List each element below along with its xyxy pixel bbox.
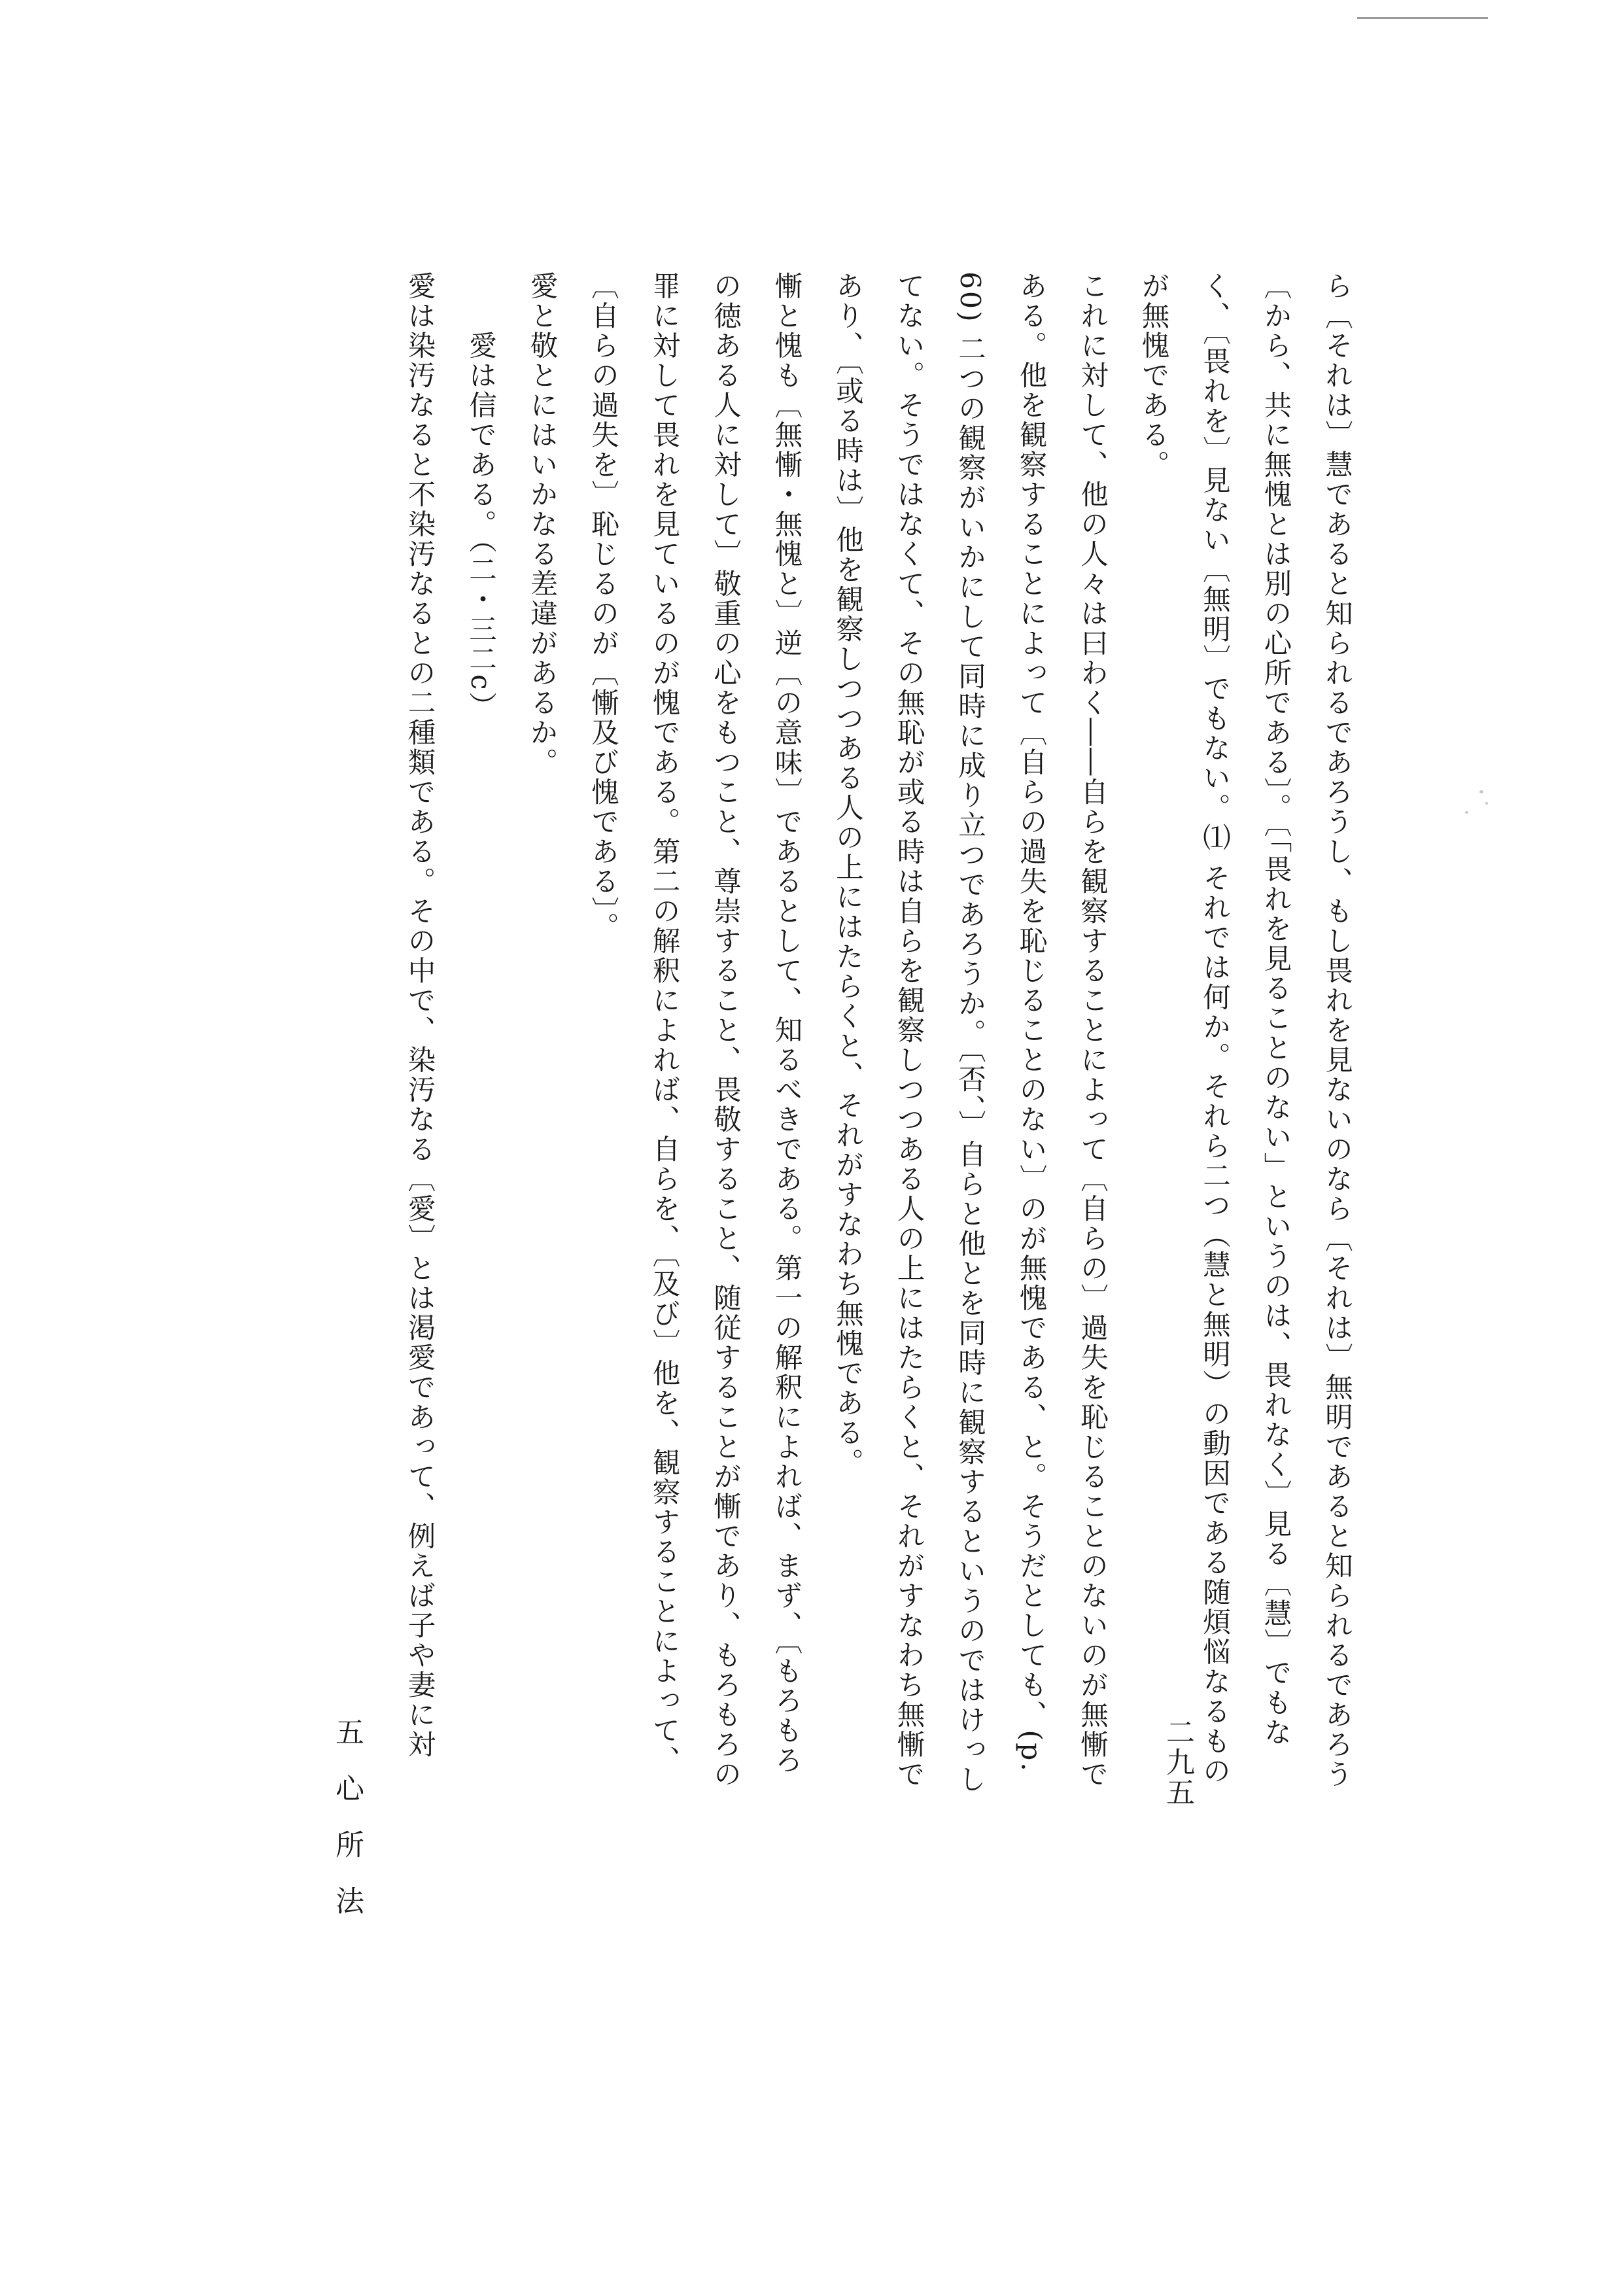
paragraph-continuation: ら〔それは〕慧であると知られるであろうし、もし畏れを見ないのなら〔それは〕無明であると知られるであろう〔から、共に無愧とは別の心所である〕。〔「畏れを見ることのない」というのは、畏れなく〕見る〔慧〕でもなく、〔畏れを〕見ない〔無明〕でもない。⑴ それでは何か。それら二つ（慧と無明）の動因である随煩悩なるものが無愧である。: [1137, 271, 1353, 1790]
paragraph-other-opinion: これに対して、他の人々は曰わく――自らを観察することによって〔自らの〕過失を恥じることのないのが無慚である。他を観察することによって〔自らの過失を恥じることのない〕のが無愧である、と。そうだとしても、(p. 60) 二つの観察がいかにして同時に成り立つであろうか。〔否、〕自らと他とを同時に観察するというのではけっしてない。そうではなくて、その無恥が或る時は自らを観察しつつある人の上にはたらくと、それがすなわち無慚であり、〔或る時は〕他を観察しつつある人の上にはたらくと、それがすなわち無愧である。: [831, 271, 1108, 1795]
running-head: 五心所法: [330, 1717, 364, 1942]
scan-speck: [1465, 811, 1468, 814]
paragraph-hri-apatrapya: 慚と愧も〔無慚・無愧と〕逆〔の意味〕であるとして、知るべきである。第一の解釈によれば、まず、〔もろもろの徳ある人に対して〕敬重の心をもつこと、尊崇すること、畏敬すること、随従することが慚であり、もろもろの罪に対して畏れを見ているのが愧である。第二の解釈によれば、自らを、〔及び〕他を、観察することによって、〔自らの過失を〕恥じるのが〔慚及び愧である〕。: [587, 271, 803, 1790]
paragraph-question: 愛と敬とにはいかなる差違があるか。: [525, 271, 558, 778]
scan-edge-rule: [1357, 17, 1488, 19]
paragraph-commentary: 愛は染汚なると不染汚なるとの二種類である。その中で、染汚なる〔愛〕とは渇愛であって、例えば子や妻に対: [403, 271, 436, 1760]
scan-speck: [1485, 802, 1488, 805]
scan-speck: [1479, 790, 1483, 793]
page-number: 二九五: [1161, 1717, 1194, 1807]
vertical-body-text: [379, 271, 1367, 1802]
verse-line: 愛は信である。（二・三二c）: [464, 271, 496, 722]
